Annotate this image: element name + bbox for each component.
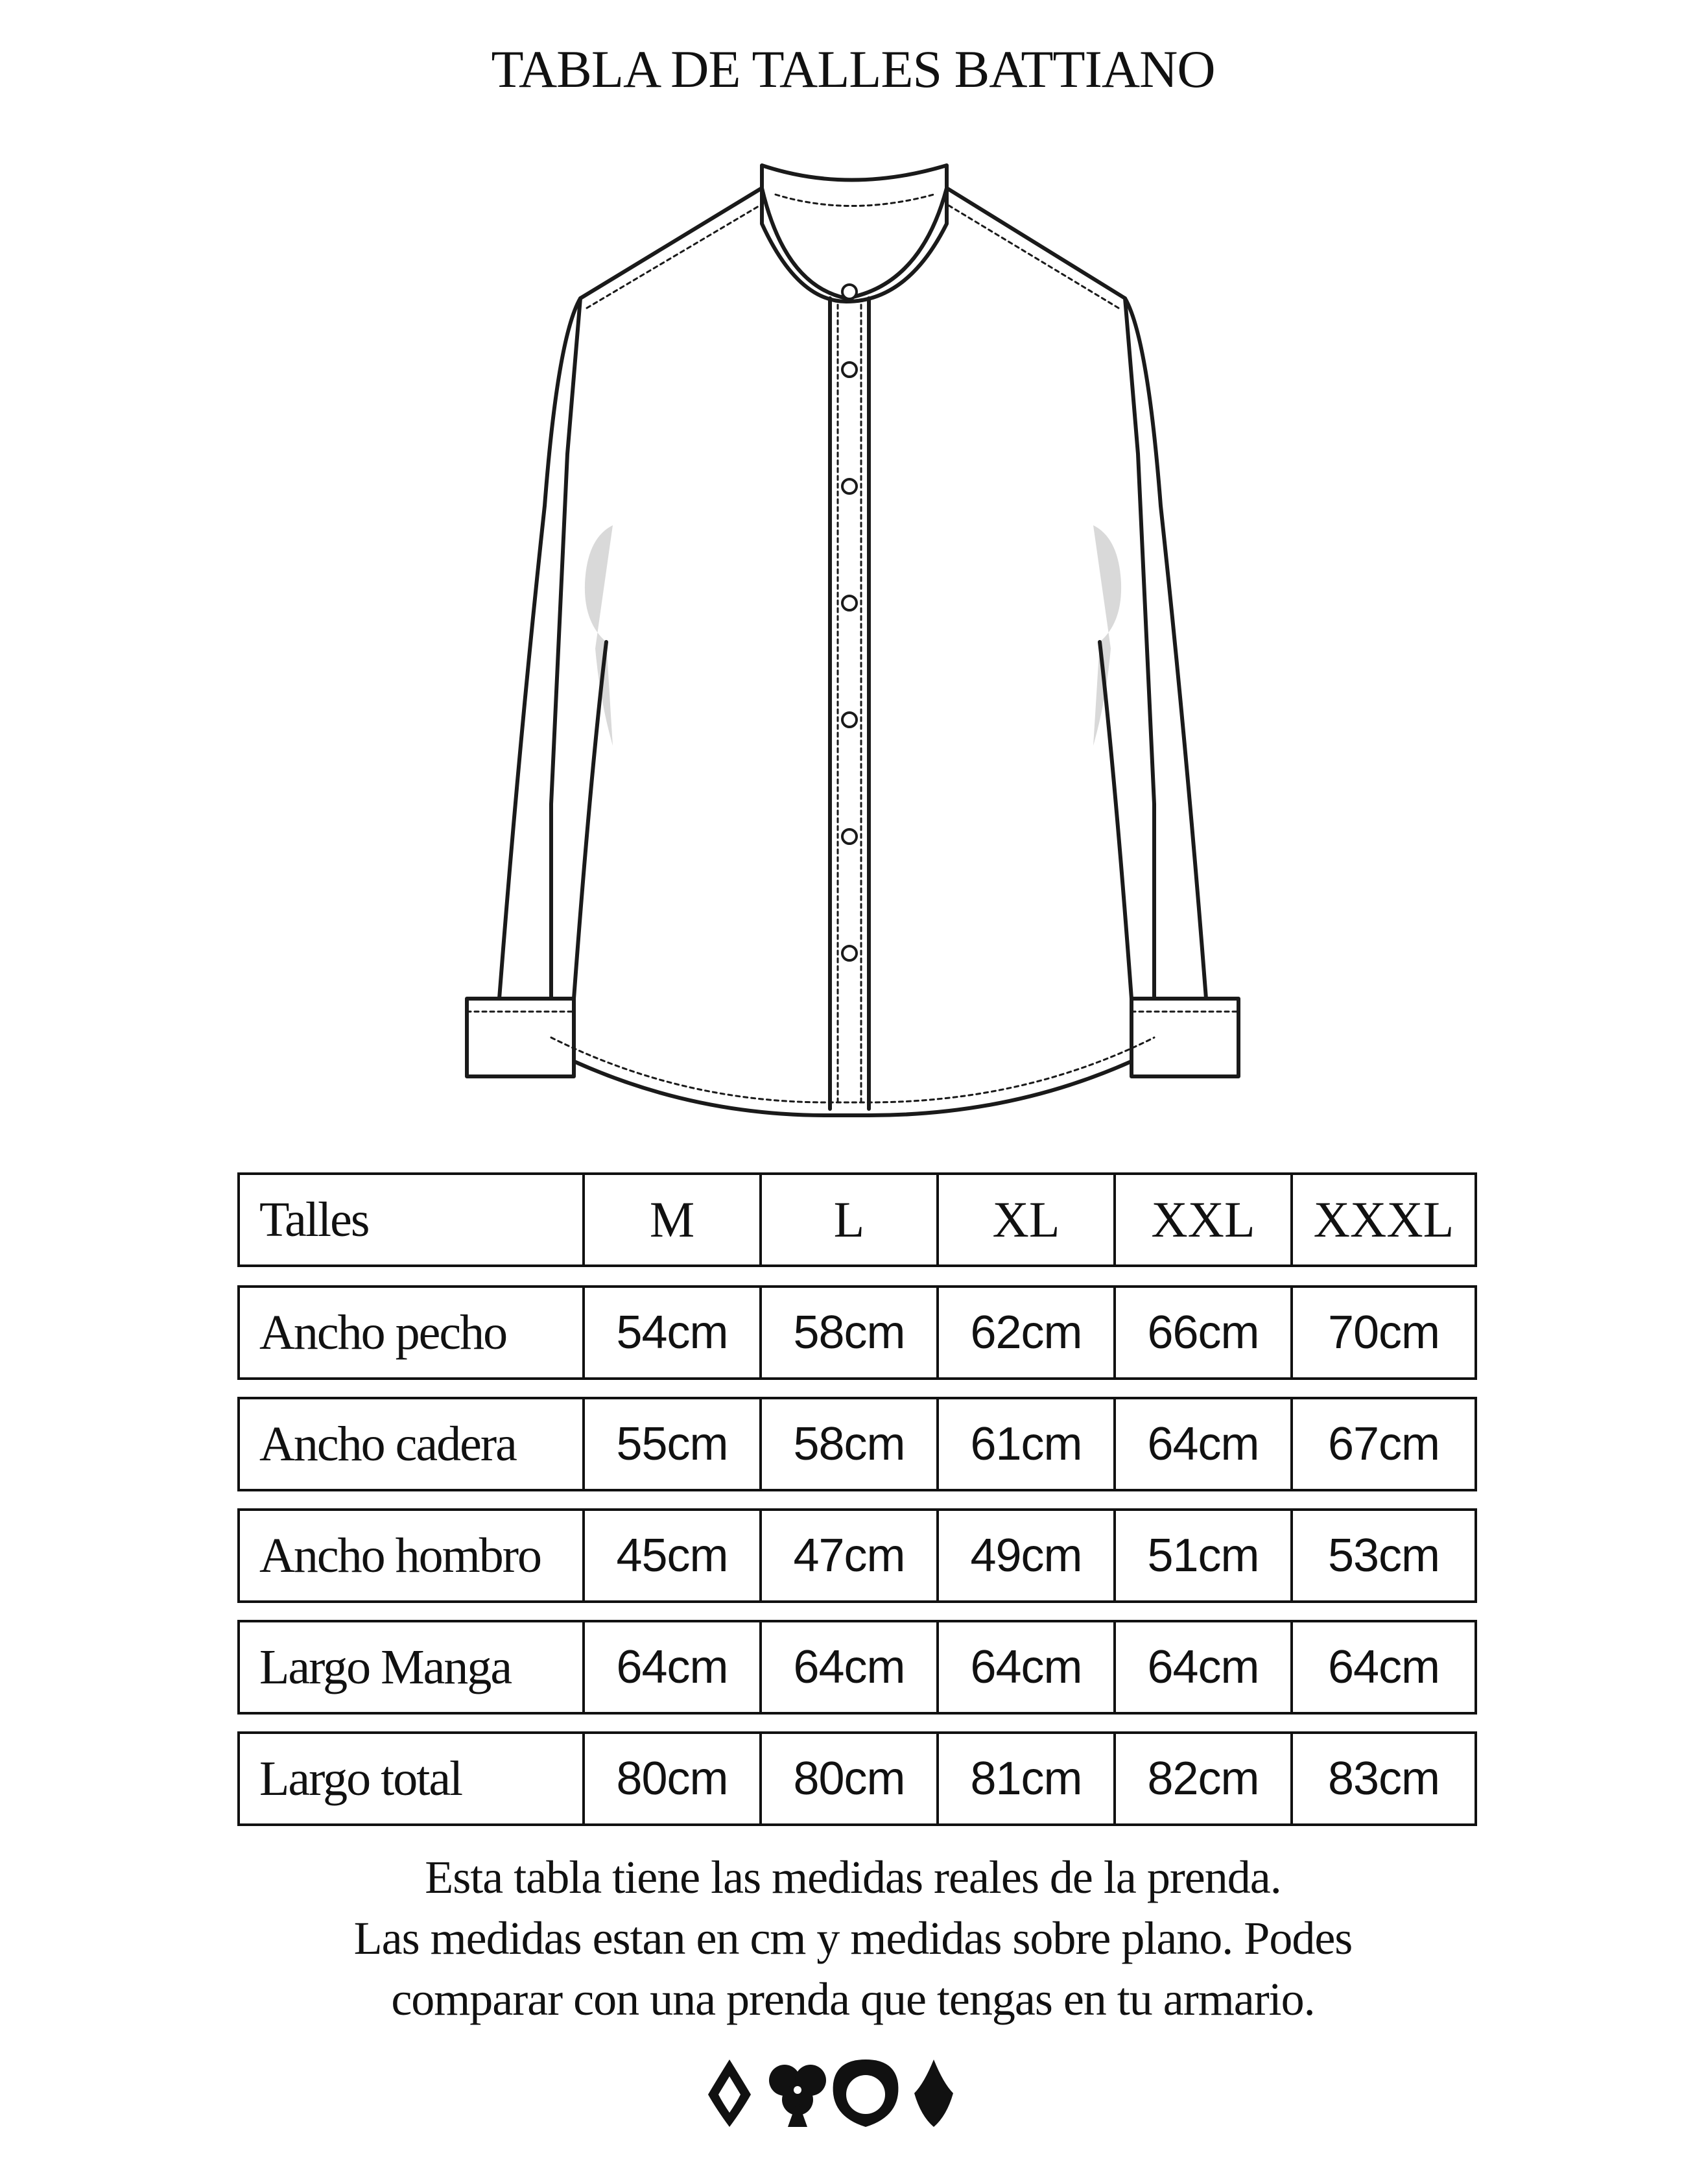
page-title: TABLA DE TALLES BATTIANO [491,40,1215,99]
size-header [1290,1175,1475,1264]
value: 82cm [1147,1753,1259,1805]
size-header [759,1175,936,1264]
row-label: Ancho hombro [259,1528,541,1583]
brand-logos [700,2054,992,2132]
size-header [936,1175,1113,1264]
table-row [237,1285,1477,1380]
value-cell [936,1399,1113,1489]
value-cell [582,1511,759,1600]
shirt-button [842,713,857,727]
shirt-button [842,946,857,960]
value-cell [1113,1511,1290,1600]
corner-cell [240,1175,582,1264]
table-row [237,1620,1477,1715]
size-header [582,1175,759,1264]
value-cell [582,1734,759,1823]
value: 67cm [1327,1418,1440,1470]
value-cell [1113,1288,1290,1377]
row-label: Ancho cadera [259,1416,516,1471]
table-row [237,1508,1477,1603]
value: 64cm [616,1641,728,1693]
note-line: comparar con una prenda que tengas en tu armario. [391,1973,1315,2025]
row-label-cell [240,1622,582,1712]
value-cell [936,1288,1113,1377]
value: 66cm [1147,1307,1259,1359]
clover-icon [769,2065,826,2127]
value: 45cm [616,1530,728,1582]
right-cuff [1131,999,1238,1076]
value: 64cm [793,1641,905,1693]
size-xl: XL [992,1191,1060,1248]
value-cell [1290,1622,1475,1712]
shirt-button [842,829,857,844]
placket [830,298,869,1109]
ring-icon [833,2059,899,2127]
value-cell [1290,1399,1475,1489]
size-xxxl: XXXL [1313,1191,1454,1248]
spade-icon [914,2059,953,2127]
value: 83cm [1327,1753,1440,1805]
value: 58cm [793,1418,905,1470]
value: 64cm [1147,1418,1259,1470]
value: 64cm [970,1641,1082,1693]
value-cell [759,1622,936,1712]
table-row [237,1731,1477,1826]
value: 62cm [970,1307,1082,1359]
value-cell [582,1288,759,1377]
left-cuff [467,999,574,1076]
shirt-button [842,285,857,299]
value: 53cm [1327,1530,1440,1582]
note-line: Esta tabla tiene las medidas reales de la prenda. [425,1851,1281,1903]
shirt-body [551,188,1154,1115]
value-cell [1113,1734,1290,1823]
value-cell [759,1734,936,1823]
corner-label: Talles [259,1192,369,1247]
value-cell [936,1511,1113,1600]
value-cell [936,1622,1113,1712]
value: 58cm [793,1307,905,1359]
size-xxl: XXL [1151,1191,1255,1248]
row-label: Ancho pecho [259,1305,507,1360]
value-cell [1290,1288,1475,1377]
shirt-button [842,362,857,377]
size-table [237,1172,1477,1826]
shirt-button [842,596,857,610]
value-cell [759,1511,936,1600]
row-label: Largo total [259,1751,462,1806]
value: 61cm [970,1418,1082,1470]
value-cell [1113,1622,1290,1712]
size-l: L [833,1191,865,1248]
measurement-note [0,1847,1706,2030]
table-row [237,1397,1477,1491]
value-cell [759,1399,936,1489]
size-m: M [649,1191,695,1248]
shirt-button [842,479,857,493]
value: 80cm [616,1753,728,1805]
row-label-cell [240,1511,582,1600]
value: 64cm [1147,1641,1259,1693]
row-label-cell [240,1399,582,1489]
value-cell [582,1622,759,1712]
note-line: Las medidas estan en cm y medidas sobre plano. Podes [353,1912,1353,1964]
size-header [1113,1175,1290,1264]
value-cell [936,1734,1113,1823]
diamond-outline-icon [708,2059,751,2127]
value: 64cm [1327,1641,1440,1693]
value: 47cm [793,1530,905,1582]
value: 51cm [1147,1530,1259,1582]
value: 81cm [970,1753,1082,1805]
value: 54cm [616,1307,728,1359]
value-cell [582,1399,759,1489]
value-cell [759,1288,936,1377]
value: 80cm [793,1753,905,1805]
value: 55cm [616,1418,728,1470]
value-cell [1290,1511,1475,1600]
row-label-cell [240,1288,582,1377]
collar [762,165,947,302]
value: 49cm [970,1530,1082,1582]
value: 70cm [1327,1307,1440,1359]
value-cell [1113,1399,1290,1489]
value-cell [1290,1734,1475,1823]
row-label: Largo Manga [259,1639,512,1694]
row-label-cell [240,1734,582,1823]
size-header-row [237,1172,1477,1267]
